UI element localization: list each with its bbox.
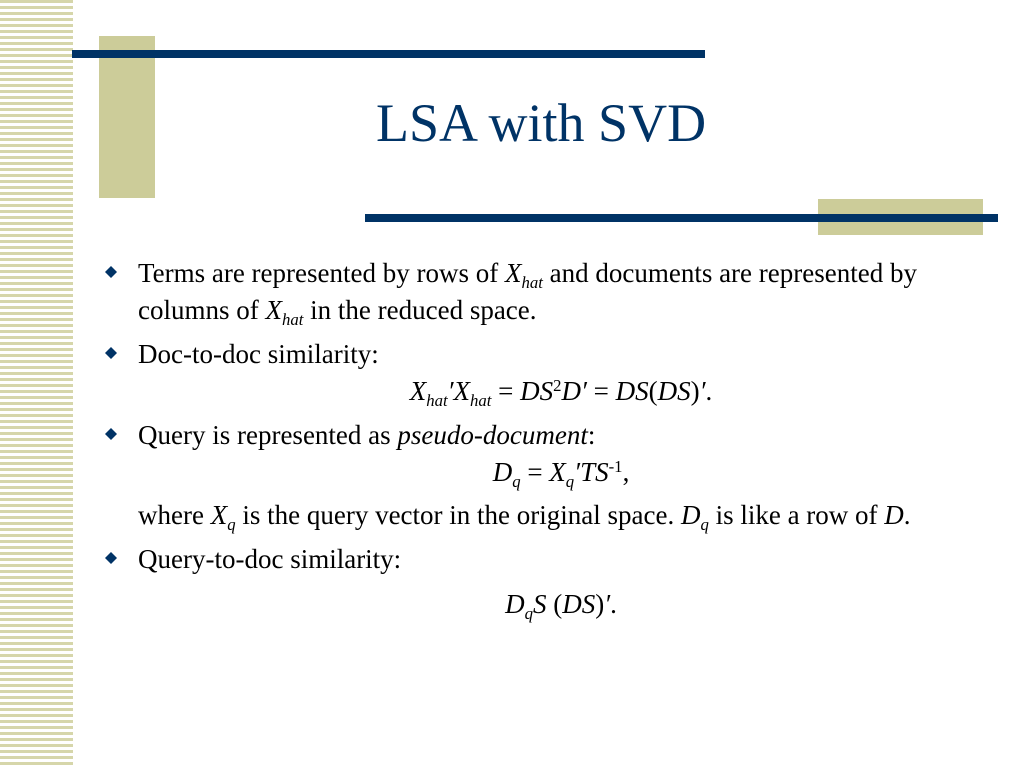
math-var: X xyxy=(409,376,427,406)
bullet-text: Query-to-doc similarity: xyxy=(138,544,402,574)
math-op: ) xyxy=(690,376,700,406)
math-sub: q xyxy=(700,514,709,534)
math-sub: q xyxy=(524,603,533,623)
bullet-text: and documents are represented by columns of xyxy=(138,258,917,325)
bullet-text: where xyxy=(138,500,211,530)
math-op: = xyxy=(520,457,550,487)
diamond-bullet-icon xyxy=(104,346,118,360)
math-sup: -1 xyxy=(608,456,623,476)
math-op: , xyxy=(622,457,630,487)
math-sub: hat xyxy=(426,390,448,410)
math-prime: ′ xyxy=(581,376,587,406)
bullet-query-doc xyxy=(104,541,984,578)
slide-body xyxy=(104,255,984,623)
bullet-terms-documents xyxy=(104,255,984,329)
bullet-text: Query is represented as xyxy=(138,420,398,450)
math-sub: hat xyxy=(521,272,543,292)
math-var: DS xyxy=(615,376,649,406)
math-var: D xyxy=(492,457,513,487)
bullet-query-pseudo-document xyxy=(104,417,984,454)
math-op: ( xyxy=(648,376,658,406)
bullet-text: Terms are represented by rows of xyxy=(138,258,505,288)
diamond-bullet-icon xyxy=(104,265,118,279)
bullet-text: Doc-to-doc similarity: xyxy=(138,339,379,369)
math-op: = xyxy=(491,376,521,406)
bullet-doc-doc xyxy=(104,336,984,373)
left-stripe-decoration xyxy=(0,0,73,768)
math-var: D xyxy=(884,500,904,530)
bullet-text: is the query vector in the original space. xyxy=(235,500,681,530)
formula-doc-doc xyxy=(104,373,984,410)
bottom-title-rule xyxy=(365,214,998,222)
math-var: X xyxy=(265,295,282,325)
math-var: DS xyxy=(562,589,596,619)
math-prime: ′ xyxy=(699,376,706,406)
math-prime: ′ xyxy=(574,457,581,487)
math-sub: q xyxy=(565,471,575,491)
math-prime: ′ xyxy=(604,589,611,619)
bullet-text: : xyxy=(587,420,596,450)
diamond-bullet-icon xyxy=(104,427,118,441)
math-sub: hat xyxy=(282,309,304,329)
bullet-text: is like a row of xyxy=(708,500,885,530)
math-var: S xyxy=(532,589,547,619)
math-var: D xyxy=(561,376,581,406)
math-var: X xyxy=(504,258,522,288)
emphasis-text: pseudo-document xyxy=(397,420,588,450)
bullet-text: in the reduced space. xyxy=(303,295,537,325)
formula-query xyxy=(104,454,984,491)
math-var: D xyxy=(505,589,525,619)
slide-title: LSA with SVD xyxy=(376,93,707,153)
math-op: . xyxy=(705,376,713,406)
math-var: DS xyxy=(657,376,691,406)
math-sub: hat xyxy=(470,390,492,410)
math-var: D xyxy=(680,500,701,530)
math-var: DS xyxy=(520,376,554,406)
bullet-text: . xyxy=(903,500,911,530)
top-title-rule xyxy=(72,50,705,58)
math-op: . xyxy=(610,589,617,619)
top-left-accent-block xyxy=(99,36,155,198)
math-sup: 2 xyxy=(553,375,562,395)
math-var: TS xyxy=(580,457,609,487)
diamond-bullet-icon xyxy=(104,551,118,565)
math-var: X xyxy=(210,500,228,530)
formula-query-doc xyxy=(104,586,984,623)
query-explanation xyxy=(104,497,984,534)
math-op: ) xyxy=(595,589,605,619)
math-prime: ′ xyxy=(447,376,454,406)
math-op: ( xyxy=(553,589,563,619)
math-var: X xyxy=(453,376,470,406)
math-sub: q xyxy=(512,471,521,491)
math-sub: q xyxy=(227,514,236,534)
math-var: X xyxy=(549,457,566,487)
math-op: = xyxy=(586,376,616,406)
